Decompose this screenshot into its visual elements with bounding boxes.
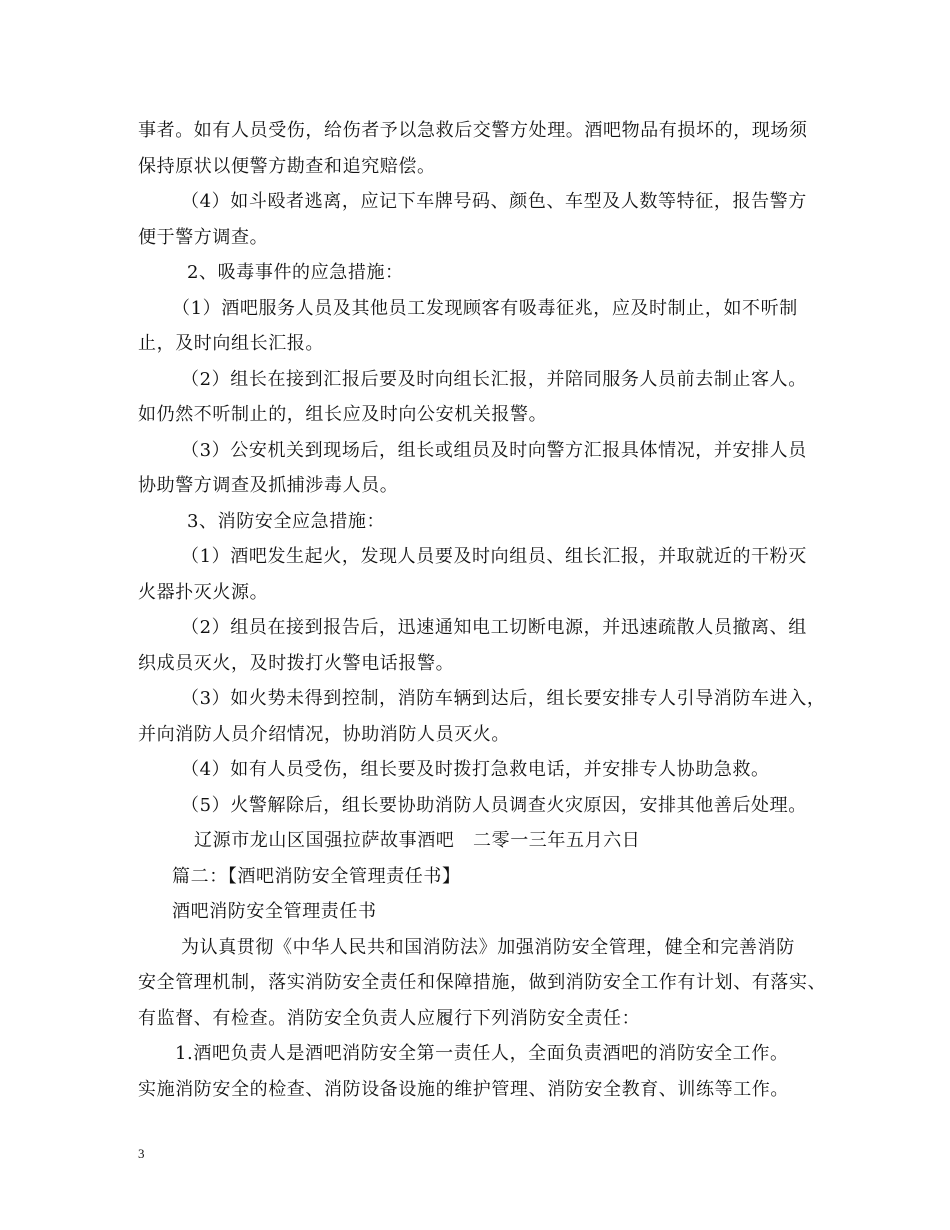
section-heading-fire-safety: 3、消防安全应急措施： [187, 511, 386, 532]
body-text-line: （2）组员在接到报告后，迅速通知电工切断电源，并迅速疏散人员撤离、组 [181, 617, 807, 638]
body-text-line: 织成员灭火，及时拨打火警电话报警。 [138, 653, 455, 674]
body-text-line: 协助警方调查及抓捕涉毒人员。 [138, 475, 399, 496]
body-text-line: 有监督、有检查。消防安全负责人应履行下列消防安全责任： [138, 1008, 641, 1029]
body-text-line: （1）酒吧发生起火，发现人员要及时向组员、组长汇报，并取就近的干粉灭 [181, 546, 807, 567]
chapter-heading: 篇二：【酒吧消防安全管理责任书】 [172, 866, 461, 887]
body-text-line: （3）如火势未得到控制，消防车辆到达后，组长要安排专人引导消防车进入， [181, 688, 826, 709]
body-text-line: 1.酒吧负责人是酒吧消防安全第一责任人，全面负责酒吧的消防安全工作。 [175, 1043, 789, 1064]
document-title: 酒吧消防安全管理责任书 [172, 901, 377, 922]
section-heading-drug-incident: 2、吸毒事件的应急措施： [187, 262, 404, 283]
signature-date-line: 辽源市龙山区国强拉萨故事酒吧 二零一三年五月六日 [194, 830, 641, 851]
body-text-line: 如仍然不听制止的，组长应及时向公安机关报警。 [138, 404, 548, 425]
body-text-line: 为认真贯彻《中华人民共和国消防法》加强消防安全管理，健全和完善消防 [181, 937, 795, 958]
body-text-line: 实施消防安全的检查、消防设备设施的维护管理、消防安全教育、训练等工作。 [138, 1079, 789, 1100]
body-text-line: （4）如有人员受伤，组长要及时拨打急救电话，并安排专人协助急救。 [181, 759, 770, 780]
body-text-line: 事者。如有人员受伤，给伤者予以急救后交警方处理。酒吧物品有损坏的，现场须 [138, 120, 808, 141]
body-text-line: 安全管理机制，落实消防安全责任和保障措施，做到消防安全工作有计划、有落实、 [138, 972, 827, 993]
body-text-line: 并向消防人员介绍情况，协助消防人员灭火。 [138, 724, 510, 745]
body-text-line: （1）酒吧服务人员及其他员工发现顾客有吸毒征兆，应及时制止，如不听制 [172, 298, 798, 319]
body-text-line: 火器扑灭火源。 [138, 582, 269, 603]
body-text-line: （5）火警解除后，组长要协助消防人员调查火灾原因，安排其他善后处理。 [181, 795, 807, 816]
body-text-line: （4）如斗殴者逃离，应记下车牌号码、颜色、车型及人数等特征，报告警方 [181, 191, 807, 212]
body-text-line: （2）组长在接到汇报后要及时向组长汇报，并陪同服务人员前去制止客人。 [181, 369, 807, 390]
body-text-line: 止，及时向组长汇报。 [138, 333, 324, 354]
body-text-line: 便于警方调查。 [138, 227, 269, 248]
body-text-line: （3）公安机关到现场后，组长或组员及时向警方汇报具体情况，并安排人员 [181, 440, 807, 461]
page-number: 3 [138, 1146, 145, 1161]
body-text-line: 保持原状以便警方勘查和追究赔偿。 [138, 156, 436, 177]
